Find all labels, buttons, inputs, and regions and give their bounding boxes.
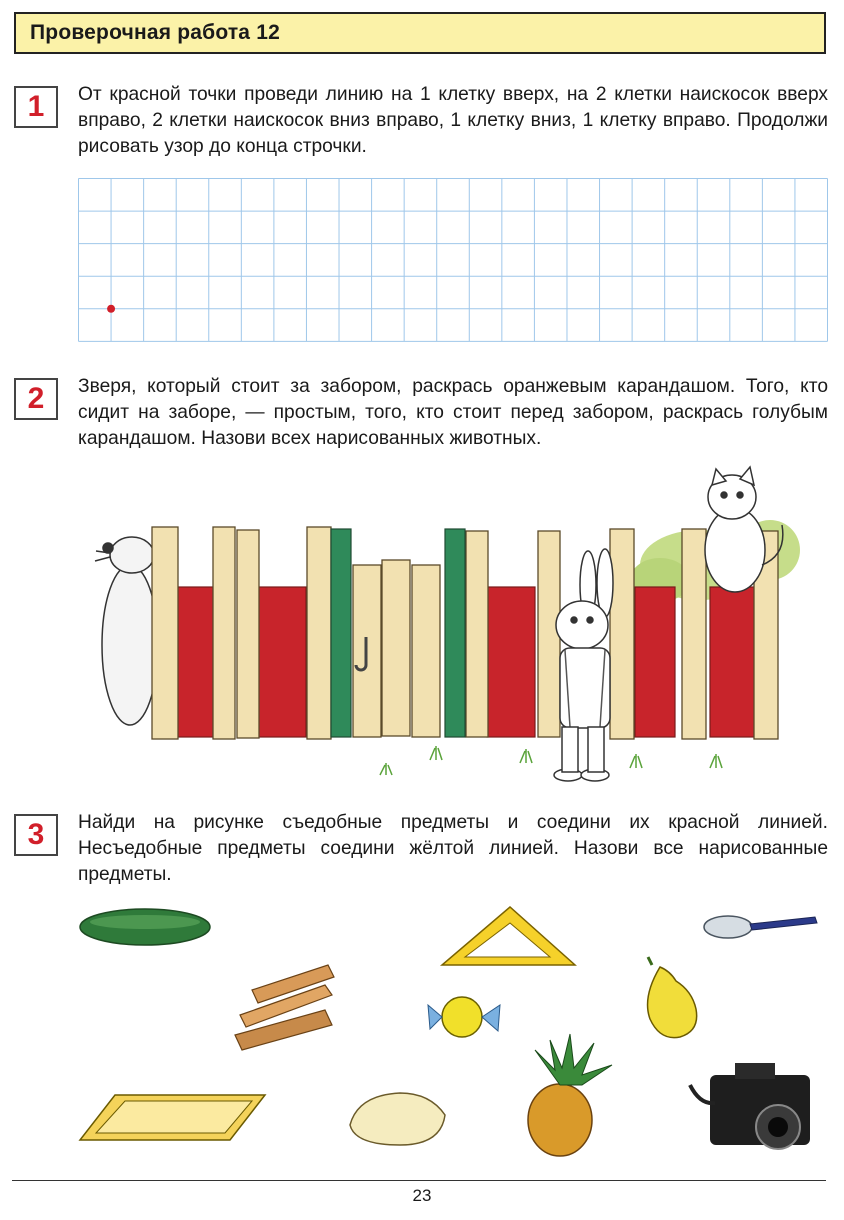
fence-illustration: [90, 465, 810, 795]
footer-rule: [12, 1180, 826, 1181]
squared-grid[interactable]: [78, 178, 828, 342]
pineapple-icon[interactable]: [528, 1034, 612, 1156]
objects-illustration: [70, 895, 830, 1165]
grass: [380, 746, 722, 775]
rabbit-in-front: [554, 549, 613, 781]
pear-icon[interactable]: [648, 957, 697, 1038]
task-3-text: Найди на рисунке съедобные предметы и соедини их красной линией. Несъедобные предметы соедини жёлтой линией. Назови все нарисованные предметы.: [78, 812, 828, 885]
task-number-3: 3: [14, 814, 58, 856]
page-number: 23: [412, 1186, 432, 1205]
soap-icon[interactable]: [350, 1093, 445, 1145]
page-title: Проверочная работа 12: [30, 21, 280, 44]
spoon-icon[interactable]: [704, 916, 817, 938]
camera-icon[interactable]: [690, 1063, 810, 1149]
wafer-icon[interactable]: [235, 965, 334, 1050]
red-start-dot: [107, 305, 115, 313]
task-number-1: 1: [14, 86, 58, 128]
page-title-bar: [14, 12, 826, 54]
cucumber-icon[interactable]: [80, 909, 210, 945]
pencil-case-icon[interactable]: [70, 1095, 265, 1140]
set-square-icon[interactable]: [442, 907, 575, 965]
candy-icon[interactable]: [428, 997, 500, 1037]
mouse-behind-fence: [95, 537, 158, 725]
task-1-text: От красной точки проведи линию на 1 клетку вверх, на 2 клетки наискосок вверх вправо, 2 клетки наискосок вниз вправо, 1 клетку вниз, 1 клетку вправо. Продолжи рисовать узор до конца строчки.: [78, 84, 828, 157]
task-2-text: Зверя, который стоит за забором, раскрась оранжевым карандашом. Того, кто сидит на заборе, — простым, того, кто стоит перед забором, раскрась голубым карандашом. Назови всех нарисованных животных.: [78, 376, 828, 449]
task-number-2: 2: [14, 378, 58, 420]
